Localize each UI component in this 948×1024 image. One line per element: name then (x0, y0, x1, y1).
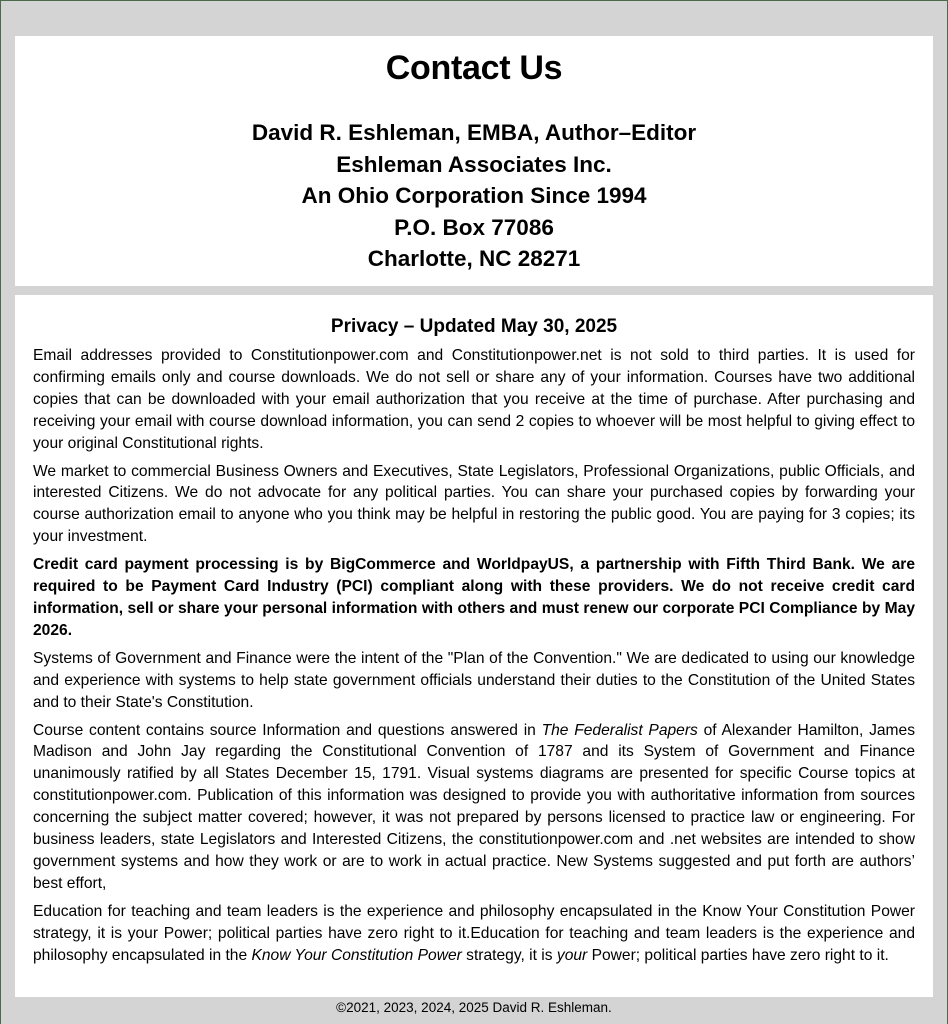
privacy-heading: Privacy – Updated May 30, 2025 (330, 316, 618, 337)
privacy-body (33, 345, 915, 972)
po-box: P.O. Box 77086 (394, 214, 554, 240)
copyright-footer: ©2021, 2023, 2024, 2025 David R. Eshleman. (336, 1000, 612, 1015)
contact-panel (15, 36, 933, 286)
emphasis-your: your (556, 946, 588, 964)
privacy-paragraph-payment: Credit card payment processing is by BigCommerce and WorldpayUS, a partnership with Fifth Third Bank. We are required to be Payment Card Industry (PCI) compliant along with these providers. We do not receive credit card information, sell or share your personal information with others and must renew our corporate PCI Compliance by May 2026. (33, 556, 915, 639)
city-state-zip: Charlotte, NC 28271 (367, 246, 581, 271)
text-segment: of Alexander Hamilton, James Madison and John Jay regarding the Constitutional Convention of 1787 and its System of Government and Finance unanimously ratified by all States December 15, 1791. Visual systems diagrams are presented for specific Course topics at constitutionpower.com. Publication of this information was designed to provide you with authoritative information from sources concerning the subject matter covered; however, it was not prepared by persons licensed to practice law or engineering. For business leaders, state Legislators and Interested Citizens, the constitutionpower.com and .net websites are intended to show government systems and how they work or are to work in actual practice. New Systems suggested and put forth are authors’ best effort, (33, 721, 915, 892)
text-segment: strategy, it is (461, 946, 557, 964)
privacy-paragraph-course-content (33, 720, 915, 895)
text-segment: Power; political parties have zero right to it. (587, 946, 889, 964)
text-segment: Course content contains source Information and questions answered in (33, 721, 542, 739)
privacy-paragraph-systems: Systems of Government and Finance were the intent of the "Plan of the Convention." We are dedicated to using our knowledge and experience with systems to help state government officials understand their duties to the Constitution of the United States and to their State's Constitution. (33, 649, 915, 711)
page-title: Contact Us (385, 49, 563, 87)
contact-address (15, 117, 933, 275)
privacy-paragraph-marketing: We market to commercial Business Owners and Executives, State Legislators, Professional Organizations, public Officials, and interested Citizens. We do not advocate for any political parties. You can share your purchased copies by forwarding your course authorization email to anyone who you think may be helpful in restoring the public good. You are paying for 3 copies; its your investment. (33, 462, 915, 546)
author-name: David R. Eshleman, EMBA, Author–Editor (251, 120, 697, 145)
federalist-papers-title: The Federalist Papers (541, 721, 698, 739)
privacy-panel (15, 295, 933, 997)
privacy-paragraph-email: Email addresses provided to Constitutionpower.com and Constitutionpower.net is not sold to third parties. It is used for confirming emails only and course downloads. We do not sell or share any of your information. Courses have two additional copies that can be downloaded with your email authorization that you receive at the time of purchase. After purchasing and receiving your email with course download information, you can send 2 copies to whoever will be most helpful to giving effect to your original Constitutional rights. (33, 347, 915, 452)
company-name: Eshleman Associates Inc. (336, 151, 612, 177)
text-segment: Education for teaching and team leaders is the experience and philosophy encapsulated in the Know Your Constitution Power strategy, it is your Power; political parties have zero right to it.Education for teaching and team leaders is the experience and philosophy encapsulated in the (33, 902, 915, 964)
privacy-paragraph-education (33, 901, 915, 967)
strategy-title: Know Your Constitution Power (251, 946, 462, 964)
company-description: An Ohio Corporation Since 1994 (301, 183, 647, 208)
